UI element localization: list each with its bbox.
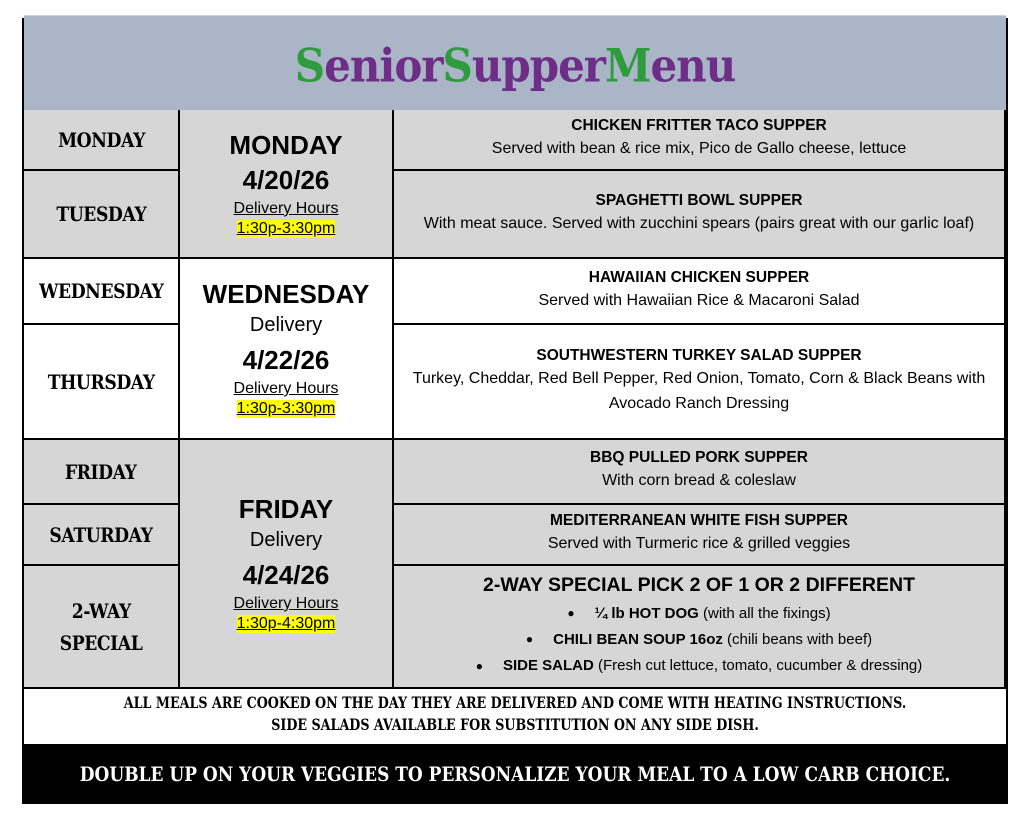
delivery-wednesday-hours-label: Delivery Hours <box>233 380 339 397</box>
bullet-icon: ● <box>567 606 575 621</box>
meal-tuesday <box>394 171 1006 259</box>
meal-thursday-title: SOUTHWESTERN TURKEY SALAD SUPPER <box>536 346 862 364</box>
day-tuesday-cell <box>24 171 180 259</box>
special-item-detail: (Fresh cut lettuce, tomato, cucumber & dressing) <box>593 657 923 675</box>
day-special-cell <box>24 566 180 689</box>
delivery-friday <box>180 440 394 689</box>
special-item-name: ¼ lb HOT DOG <box>594 604 699 622</box>
meal-monday-desc: Served with bean & rice mix, Pico de Gallo cheese, lettuce <box>491 140 907 158</box>
meal-thursday-desc: Turkey, Cheddar, Red Bell Pepper, Red Onion, Tomato, Corn & Black Beans with Avocado Ranch Dressing <box>412 369 986 412</box>
day-monday: MONDAY <box>57 127 145 152</box>
special-list <box>476 601 923 680</box>
menu-sheet <box>22 18 1008 804</box>
delivery-monday-name: MONDAY <box>229 129 343 160</box>
meal-friday-title: BBQ PULLED PORK SUPPER <box>590 449 808 467</box>
day-special-line2: SPECIAL <box>59 630 143 655</box>
day-monday-cell <box>24 110 180 171</box>
day-special-line1: 2-WAY <box>71 598 131 623</box>
meal-friday <box>394 440 1006 505</box>
delivery-wednesday <box>180 259 394 440</box>
meal-saturday-title: MEDITERRANEAN WHITE FISH SUPPER <box>550 512 848 530</box>
delivery-monday-hours-label: Delivery Hours <box>233 199 339 217</box>
delivery-monday-hours: 1:30p-3:30pm <box>236 219 336 237</box>
special-item <box>476 627 923 653</box>
delivery-friday-date: 4/24/26 <box>242 560 330 590</box>
day-saturday-cell <box>24 505 180 566</box>
notes-line2: SIDE SALADS AVAILABLE FOR SUBSTITUTION ON ANY SIDE DISH. <box>271 715 759 735</box>
delivery-wednesday-name: WEDNESDAY <box>202 279 370 309</box>
delivery-wednesday-hours: 1:30p-3:30pm <box>236 400 336 417</box>
delivery-wednesday-date: 4/22/26 <box>242 345 330 375</box>
notes <box>24 689 1006 746</box>
meal-monday-title: CHICKEN FRITTER TACO SUPPER <box>571 117 827 135</box>
meal-wednesday <box>394 259 1006 325</box>
special-item-detail: (with all the fixings) <box>698 604 831 622</box>
day-wednesday: WEDNESDAY <box>38 279 164 303</box>
meal-friday-desc: With corn bread & coleslaw <box>602 472 796 490</box>
delivery-friday-hours: 1:30p-4:30pm <box>236 615 336 632</box>
delivery-friday-hours-label: Delivery Hours <box>233 595 339 612</box>
meal-wednesday-desc: Served with Hawaiian Rice & Macaroni Salad <box>538 291 860 309</box>
special-cell <box>394 566 1006 689</box>
title-letter-s: S <box>294 37 325 92</box>
bullet-icon: ● <box>525 632 534 647</box>
meal-wednesday-title: HAWAIIAN CHICKEN SUPPER <box>588 268 810 286</box>
special-item-name: SIDE SALAD <box>502 657 594 675</box>
meal-saturday-desc: Served with Turmeric rice & grilled veggies <box>547 535 851 553</box>
title-part-enior: enior <box>324 37 443 92</box>
footer-banner <box>24 746 1006 802</box>
delivery-wednesday-sub: Delivery <box>249 314 323 336</box>
bullet-icon: ● <box>475 658 483 673</box>
special-item-name: CHILI BEAN SOUP 16oz <box>553 630 723 648</box>
special-item <box>476 601 923 627</box>
day-thursday-cell <box>24 325 180 440</box>
title-part-enu: enu <box>650 37 736 92</box>
title-letter-s2: S <box>442 37 472 92</box>
day-friday-cell <box>24 440 180 505</box>
meal-thursday <box>394 325 1006 440</box>
meal-tuesday-title: SPAGHETTI BOWL SUPPER <box>595 191 803 209</box>
delivery-monday <box>180 110 394 259</box>
footer-text: DOUBLE UP ON YOUR VEGGIES TO PERSONALIZE YOUR MEAL TO A LOW CARB CHOICE. <box>79 762 951 786</box>
delivery-friday-sub: Delivery <box>249 529 323 551</box>
meal-saturday <box>394 505 1006 566</box>
day-wednesday-cell <box>24 259 180 325</box>
special-item <box>476 653 923 679</box>
notes-line1: ALL MEALS ARE COOKED ON THE DAY THEY ARE DELIVERED AND COME WITH HEATING INSTRUCTIONS. <box>123 693 907 712</box>
day-friday: FRIDAY <box>65 459 137 484</box>
special-item-detail: (chili beans with beef) <box>722 630 873 648</box>
day-tuesday: TUESDAY <box>55 202 147 226</box>
special-title: 2-WAY SPECIAL PICK 2 OF 1 OR 2 DIFFERENT <box>483 573 915 596</box>
meal-monday <box>394 110 1006 171</box>
meal-tuesday-desc: With meat sauce. Served with zucchini spears (pairs great with our garlic loaf) <box>423 214 975 232</box>
day-saturday: SATURDAY <box>49 522 153 547</box>
page-title <box>24 15 1006 116</box>
title-part-upper: upper <box>471 37 605 92</box>
delivery-friday-name: FRIDAY <box>238 494 334 524</box>
day-thursday: THURSDAY <box>47 369 155 394</box>
title-letter-m: M <box>604 37 651 92</box>
delivery-monday-date: 4/20/26 <box>242 164 330 195</box>
